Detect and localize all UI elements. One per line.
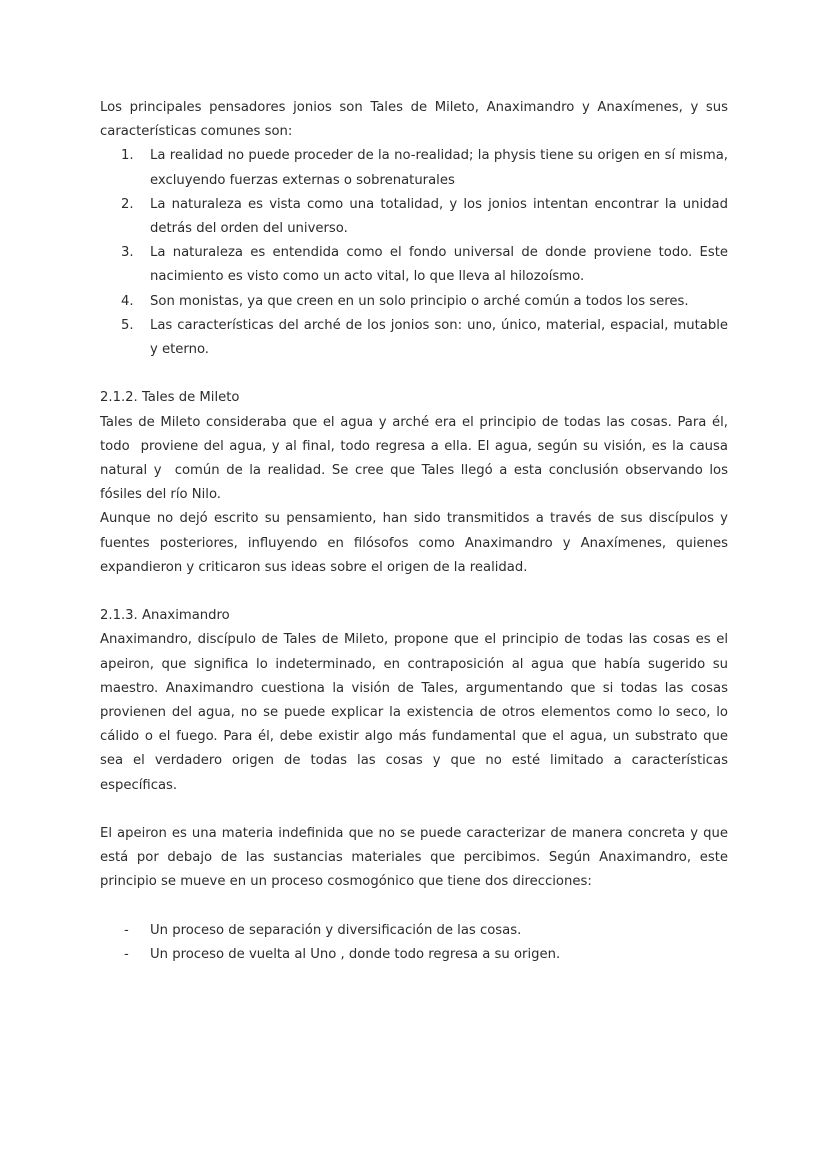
section-heading-tales-de-mileto: 2.1.2. Tales de Mileto — [100, 390, 240, 406]
dash-marker: - — [124, 922, 129, 938]
list-item — [100, 919, 728, 943]
list-marker: 5. — [121, 317, 134, 333]
anaximandro-paragraph-2: El apeiron es una materia indefinida que no se puede caracterizar de manera concreta y que está por debajo de las sustancias materiales que percibimos. Según Anaximandro, este principio se mueve en un proceso cosmogónico que tiene dos direcciones: — [100, 826, 733, 890]
tales-paragraph-2: Aunque no dejó escrito su pensamiento, han sido transmitidos a través de sus discípulos y fuentes posteriores, influyendo en filósofos como Anaximandro y Anaxímenes, quienes expandieron y criticaron sus ideas sobre el origen de la realidad. — [100, 511, 733, 575]
list-item — [100, 193, 728, 241]
document-text-column — [100, 96, 733, 967]
list-item — [100, 314, 728, 362]
list-item-text: La realidad no puede proceder de la no-realidad; la physis tiene su origen en sí misma, excluyendo fuerzas externas o sobrenaturales — [150, 148, 728, 188]
anaximandro-paragraph-1: Anaximandro, discípulo de Tales de Mileto, propone que el principio de todas las cosas es el apeiron, que significa lo indeterminado, en contraposición al agua que había sugerido su maestro. Anaximandro cuestiona la visión de Tales, argumentando que si todas las cosas provienen del agua, no se puede explicar la existencia de otros elementos como lo seco, lo cálido o el fuego. Para él, debe existir algo más fundamental que el agua, un substrato que sea el verdadero origen de todas las cosas y que no esté limitado a características específicas. — [100, 632, 733, 793]
list-item-text: Un proceso de separación y diversificación de las cosas. — [150, 922, 522, 938]
intro-paragraph: Los principales pensadores jonios son Tales de Mileto, Anaximandro y Anaxímenes, y sus características comunes son: — [100, 100, 733, 140]
section-spacer — [100, 895, 728, 919]
list-marker: 3. — [121, 245, 134, 261]
list-item-text: Son monistas, ya que creen en un solo principio o arché común a todos los seres. — [150, 293, 689, 309]
list-marker: 1. — [121, 148, 134, 164]
dash-marker: - — [124, 947, 129, 963]
list-item-text: Las características del arché de los jonios son: uno, único, material, espacial, mutable y eterno. — [150, 317, 728, 358]
list-item — [100, 241, 728, 289]
ionian-characteristics-list — [100, 144, 728, 362]
list-item-text: La naturaleza es entendida como el fondo universal de donde proviene todo. Este nacimiento es visto como un acto vital, lo que lleva al hilozoísmo. — [150, 245, 728, 285]
tales-paragraph-1: Tales de Mileto consideraba que el agua y arché era el principio de todas las cosas. Para él, todo proviene del agua, y al final, todo regresa a ella. El agua, según su visión, es la causa natural y común de la realidad. Se cree que Tales llegó a esta conclusión observando los fósiles del río Nilo. — [100, 414, 733, 503]
section-spacer — [100, 798, 728, 822]
list-item — [100, 290, 728, 314]
cosmogonic-directions-list — [100, 919, 728, 967]
section-heading-anaximandro: 2.1.3. Anaximandro — [100, 608, 230, 624]
list-item — [100, 943, 728, 967]
list-item-text: Un proceso de vuelta al Uno , donde todo regresa a su origen. — [150, 947, 561, 963]
list-marker: 4. — [121, 293, 134, 309]
section-spacer — [100, 362, 728, 386]
list-item-text: La naturaleza es vista como una totalidad, y los jonios intentan encontrar la unidad detrás del orden del universo. — [150, 196, 728, 237]
list-item — [100, 144, 728, 192]
section-spacer — [100, 580, 728, 604]
list-marker: 2. — [121, 196, 134, 212]
